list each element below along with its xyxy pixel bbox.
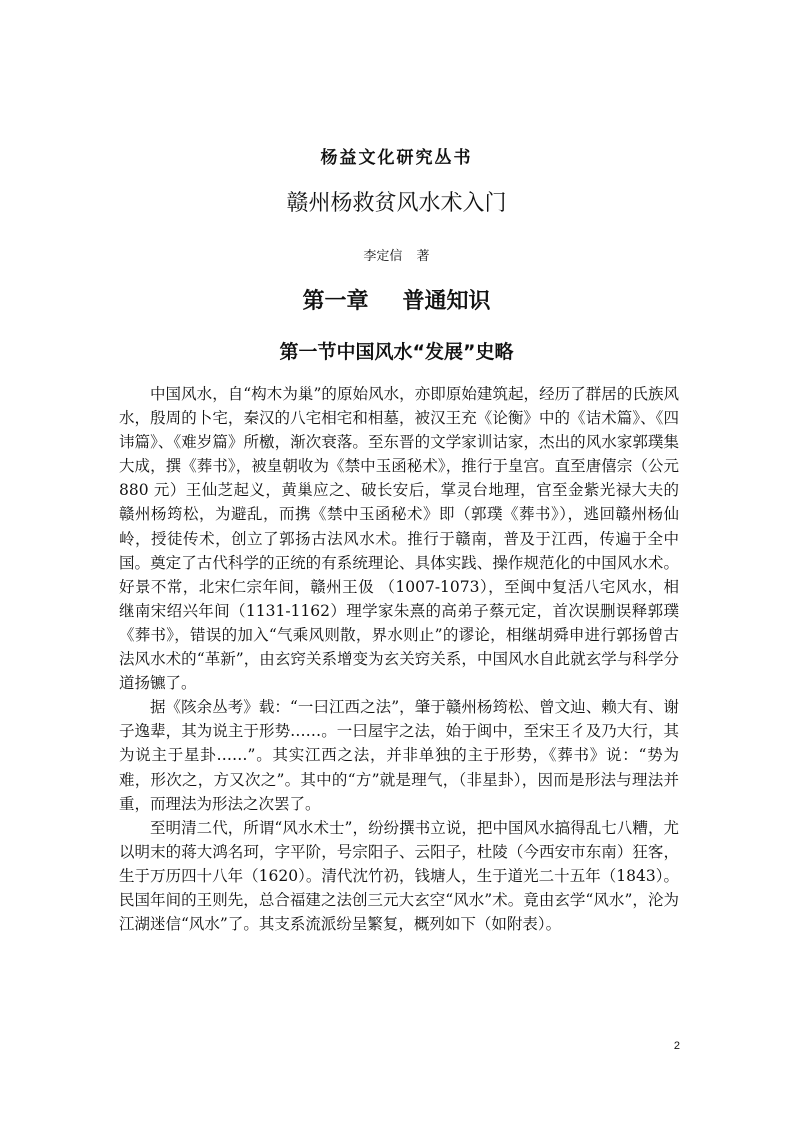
chapter-number: 第一章: [302, 289, 369, 314]
author-line: 李定信 著: [363, 249, 430, 264]
paragraph: 中国风水，自“构木为巢”的原始风水，亦即原始建筑起，经历了群居的氏族风水，殷周的卜宅，秦汉的八宅相宅和相墓，被汉王充《论衡》中的《诘术篇》、《四讳篇》、《难岁篇》所檄，渐次衰落。至东晋的文学家训诂家，杰出的风水家郭璞集大成，撰《葬书》，被皇朝收为《禁中玉函秘术》，推行于皇宫。直至唐僖宗（公元 880 元）王仙芝起义，黄巢应之、破长安后，掌灵台地理，官至金紫光禄大夫的赣州杨筠松，为避乱，而携《禁中玉函秘术》即（郭璞《葬书》），逃回赣州杨仙岭，授徒传术，创立了郭扬古法风水术。推行于赣南，普及于江西，传遍于全中国。奠定了古代科学的正统的有系统理论、具体实践、操作规范化的中国风水术。好景不常，北宋仁宗年间，赣州王伋 （1007-1073），至闽中复活八宅风水，相继南宋绍兴年间（1131-1162）理学家朱熹的高弟子蔡元定，首次误删误释郭璞《葬书》，错误的加入“气乘风则散，界水则止”的谬论，相继胡舜申进行郭扬曾古法风水术的“革新”，由玄窍关系增变为玄关窍关系，中国风水自此就玄学与科学分道扬镳了。: [119, 385, 679, 693]
page-number: 2: [673, 1040, 680, 1052]
chapter-title: 普通知识: [402, 289, 491, 314]
section-heading: 第一节中国风水“发展”史略: [279, 341, 514, 363]
body-text: [119, 382, 679, 936]
series-title: 杨益文化研究丛书: [320, 148, 473, 168]
paragraph: 至明清二代，所谓“风水术士”，纷纷撰书立说，把中国风水搞得乱七八糟，尤以明末的蒋大鸿名珂，字平阶，号宗阳子、云阳子，杜陵（今西安市东南）狂客，生于万历四十八年（1620）。清代沈竹礽，钱塘人，生于道光二十五年（1843）。民国年间的王则先，总合福建之法创三元大玄空“风水”术。竟由玄学“风水”，沦为江湖迷信“风水”了。其支系流派纷呈繁复，概列如下（如附表）。: [119, 818, 679, 934]
chapter-heading: [0, 284, 793, 315]
paragraph: 据《陔余丛考》载：“一曰江西之法”，肇于赣州杨筠松、曾文辿、赖大有、谢子逸辈，其为说主于形势……。一曰屋宇之法，始于闽中，至宋王彳及乃大行，其为说主于星卦……”。其实江西之法，并非单独的主于形势，《葬书》说：“势为难，形次之，方又次之”。其中的“方”就是理气，（非星卦），因而是形法与理法并重，而理法为形法之次罢了。: [119, 698, 679, 813]
book-title: 赣州杨救贫风水术入门: [286, 191, 507, 216]
